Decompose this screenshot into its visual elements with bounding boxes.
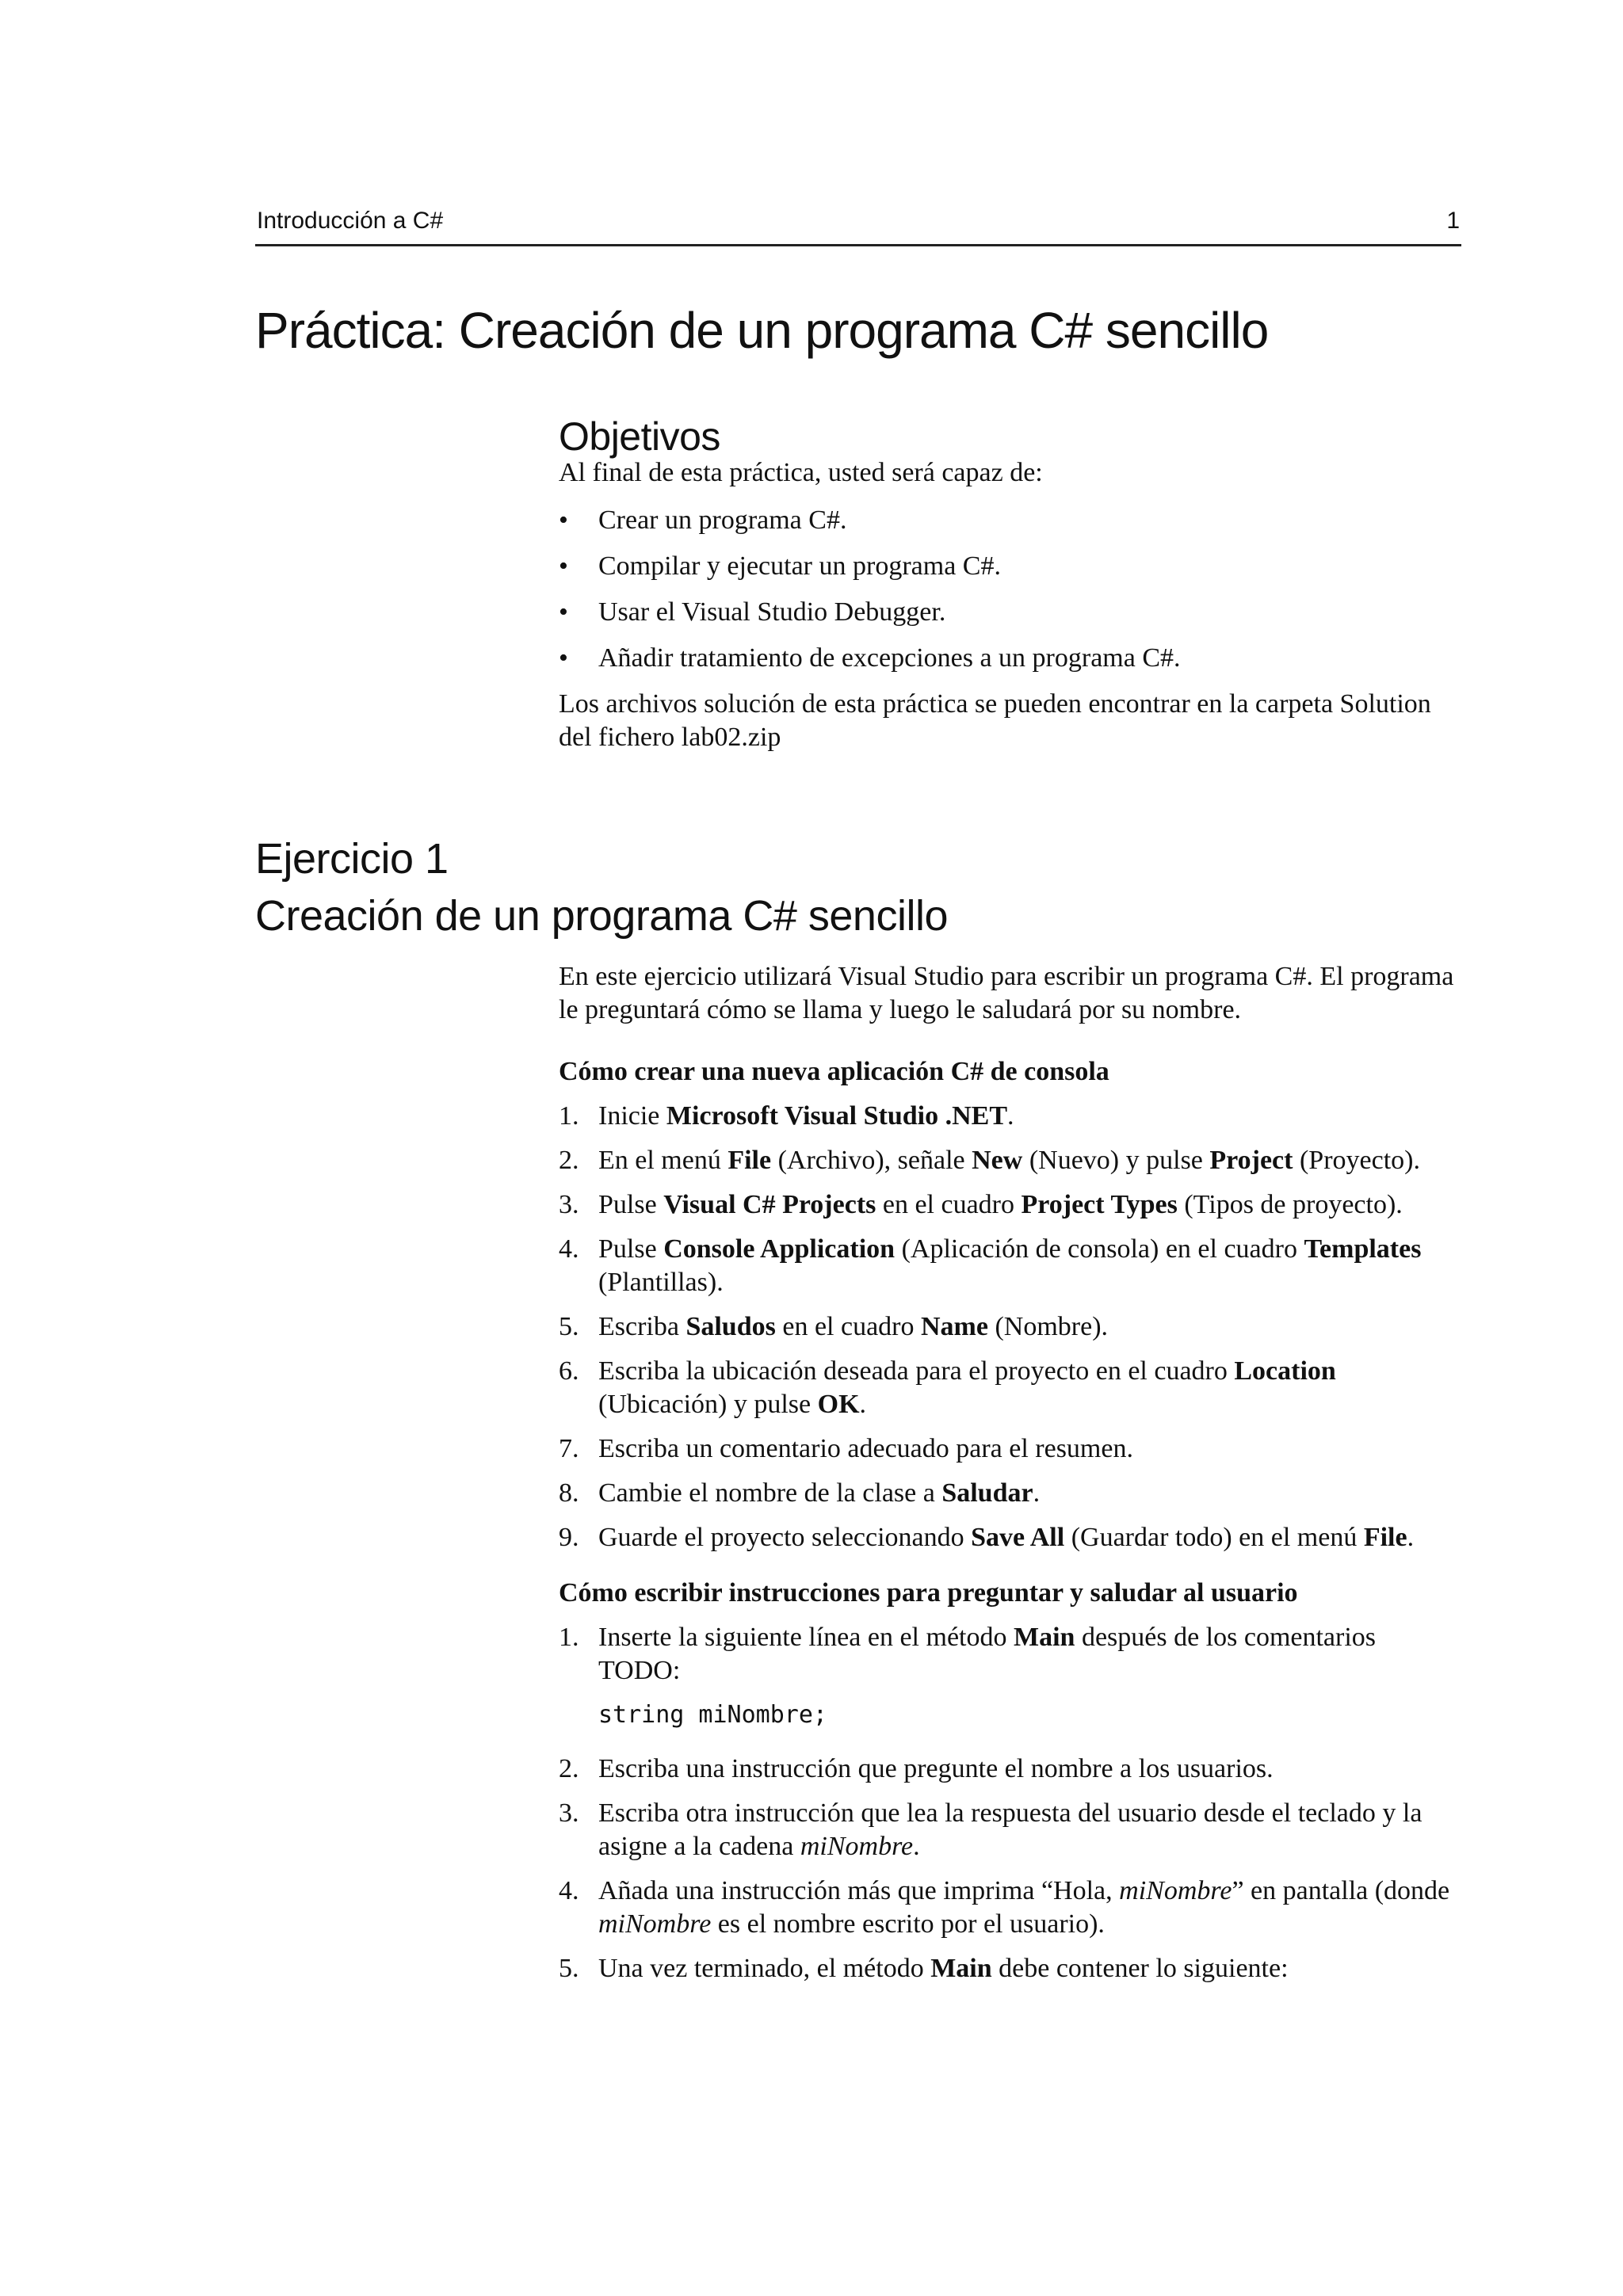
procedure-title: Cómo escribir instrucciones para preguntar y saludar al usuario: [559, 1578, 1298, 1608]
step-number: 1.: [559, 1623, 579, 1652]
step-number: 3.: [559, 1798, 579, 1828]
step-number: 4.: [559, 1234, 579, 1264]
procedure-step: [559, 1233, 1462, 1299]
code-snippet: string miNombre;: [598, 1701, 827, 1729]
page-number: 1: [1446, 208, 1460, 234]
step-text: Escriba otra instrucción que lea la respuesta del usuario desde el teclado y la asigne a la cadena miNombre.: [598, 1798, 1423, 1861]
step-number: 2.: [559, 1754, 579, 1783]
step-text: Pulse Console Application (Aplicación de consola) en el cuadro Templates (Plantillas).: [598, 1234, 1422, 1297]
procedure-steps: [559, 1100, 1462, 1554]
objectives-note: Los archivos solución de esta práctica se pueden encontrar en la carpeta Solution del fichero lab02.zip: [559, 689, 1431, 752]
procedure-step: [559, 1952, 1462, 1985]
step-text: Escriba un comentario adecuado para el resumen.: [598, 1434, 1133, 1463]
step-number: 6.: [559, 1356, 579, 1386]
exercise-label: Ejercicio 1: [255, 835, 449, 883]
step-text: Escriba la ubicación deseada para el proyecto en el cuadro Location (Ubicación) y pulse OK.: [598, 1356, 1336, 1419]
procedure-step: [559, 1144, 1462, 1177]
exercise-intro: En este ejercicio utilizará Visual Studio para escribir un programa C#. El programa le preguntará cómo se llama y luego le saludará por su nombre.: [559, 962, 1454, 1024]
step-number: 7.: [559, 1434, 579, 1463]
exercise-title: Creación de un programa C# sencillo: [255, 892, 948, 940]
procedure-step: [559, 1621, 1462, 1688]
objectives-intro: Al final de esta práctica, usted será capaz de:: [559, 458, 1043, 487]
step-text: En el menú File (Archivo), señale New (Nuevo) y pulse Project (Proyecto).: [598, 1146, 1420, 1175]
procedure-steps: [559, 1753, 1462, 1985]
procedure-step: [559, 1432, 1462, 1466]
step-number: 2.: [559, 1146, 579, 1175]
step-text: Inicie Microsoft Visual Studio .NET.: [598, 1101, 1014, 1131]
objective-item: • Usar el Visual Studio Debugger.: [559, 596, 1462, 629]
step-text: Añada una instrucción más que imprima “Hola, miNombre” en pantalla (donde miNombre es el nombre escrito por el usuario).: [598, 1876, 1450, 1939]
step-number: 5.: [559, 1954, 579, 1983]
step-text: Una vez terminado, el método Main debe contener lo siguiente:: [598, 1954, 1289, 1983]
header-title: Introducción a C#: [257, 208, 444, 234]
procedure-step: [559, 1355, 1462, 1421]
procedure-step: [559, 1188, 1462, 1222]
step-text: Pulse Visual C# Projects en el cuadro Project Types (Tipos de proyecto).: [598, 1190, 1403, 1219]
procedure-step: [559, 1521, 1462, 1554]
procedure-step: [559, 1100, 1462, 1133]
procedure-step: [559, 1753, 1462, 1786]
objective-item: • Crear un programa C#.: [559, 504, 1462, 537]
objective-item: • Añadir tratamiento de excepciones a un programa C#.: [559, 642, 1462, 675]
step-number: 4.: [559, 1876, 579, 1905]
page-title: Práctica: Creación de un programa C# sencillo: [255, 302, 1269, 359]
procedure-step: [559, 1477, 1462, 1510]
step-number: 5.: [559, 1312, 579, 1341]
exercise-body: [559, 960, 1462, 1997]
objectives-list: [559, 504, 1462, 675]
procedure-step: [559, 1875, 1462, 1941]
step-text: Cambie el nombre de la clase a Saludar.: [598, 1478, 1041, 1508]
objective-item: • Compilar y ejecutar un programa C#.: [559, 550, 1462, 583]
step-text: Inserte la siguiente línea en el método Main después de los comentarios TODO:: [598, 1623, 1377, 1685]
step-number: 1.: [559, 1101, 579, 1131]
step-number: 3.: [559, 1190, 579, 1219]
step-text: Guarde el proyecto seleccionando Save All (Guardar todo) en el menú File.: [598, 1523, 1415, 1552]
procedure-title: Cómo crear una nueva aplicación C# de consola: [559, 1057, 1109, 1086]
step-text: Escriba una instrucción que pregunte el nombre a los usuarios.: [598, 1754, 1274, 1783]
objectives-heading: Objetivos: [559, 414, 720, 459]
procedure-steps: [559, 1621, 1462, 1688]
step-number: 9.: [559, 1523, 579, 1552]
objectives-section: [559, 414, 1462, 754]
procedure-step: [559, 1797, 1462, 1863]
step-number: 8.: [559, 1478, 579, 1508]
procedure-step: [559, 1310, 1462, 1344]
running-header: [255, 206, 1461, 246]
step-text: Escriba Saludos en el cuadro Name (Nombre).: [598, 1312, 1109, 1341]
